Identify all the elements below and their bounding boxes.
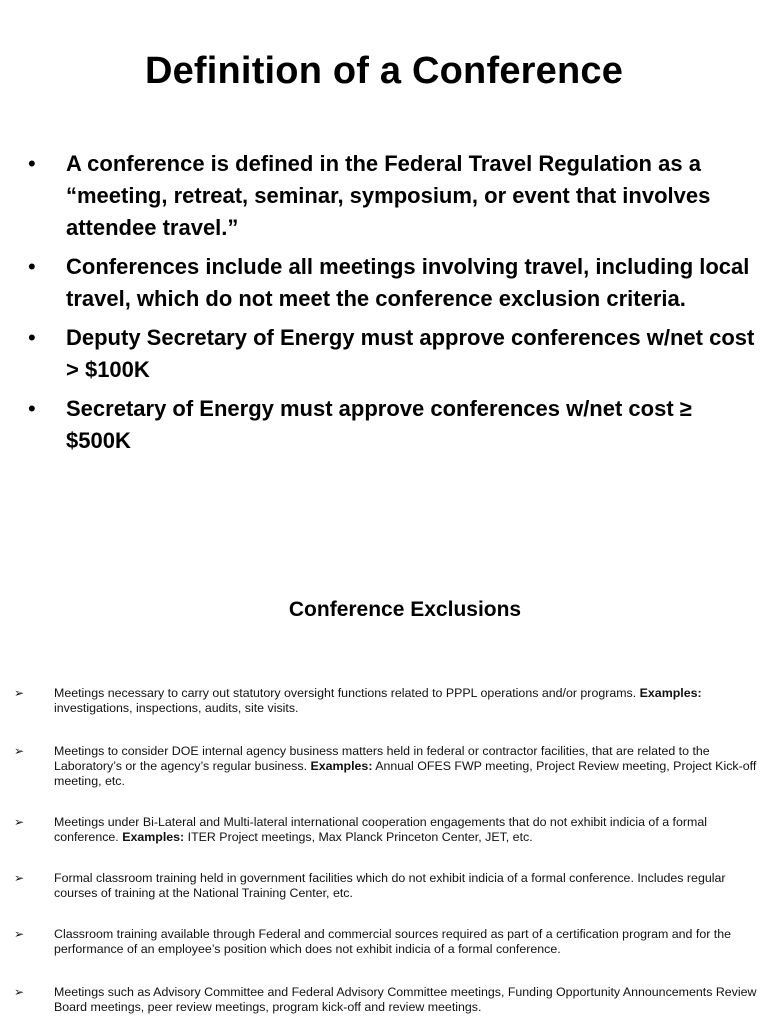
exclusion-item [14,927,759,957]
examples-label: Examples: [310,759,373,773]
definition-bullet [28,148,756,244]
exclusion-text: Meetings necessary to carry out statutory oversight functions related to PPPL operations and/or programs. [54,686,637,700]
arrow-bullet-icon: ➢ [14,815,25,829]
exclusion-text: Meetings under Bi-Lateral and Multi-lateral international cooperation engagements that do not exhibit indicia of a formal conference. [54,815,707,844]
exclusion-text: Formal classroom training held in government facilities which do not exhibit indicia of a formal conference. Includes regular courses of training at the National Training Center, etc. [54,871,726,900]
arrow-bullet-icon: ➢ [14,927,25,941]
exclusion-item [14,985,759,1015]
arrow-bullet-icon: ➢ [14,744,25,758]
bullet-text: Conferences include all meetings involving travel, including local travel, which do not meet the conference exclusion criteria. [66,254,750,311]
definition-bullet [28,322,756,386]
exclusion-text: Meetings to consider DOE internal agency business matters held in federal or contractor facilities, that are related to the Laboratory’s or the agency’s regular business. [54,744,710,773]
bullet-text: A conference is defined in the Federal Travel Regulation as a “meeting, retreat, seminar, symposium, or event that involves attendee travel.” [66,151,711,240]
exclusion-item [14,744,759,789]
definition-bullet-list [28,148,756,464]
bullet-icon: • [28,151,36,176]
exclusion-item [14,815,759,845]
bullet-text: Secretary of Energy must approve conferences w/net cost ≥ $500K [66,396,692,453]
examples-label: Examples: [122,830,185,844]
examples-text: Annual OFES FWP meeting, Project Review meeting, Project Kick-off meeting, etc. [54,759,757,788]
bullet-text: Deputy Secretary of Energy must approve conferences w/net cost > $100K [66,325,755,382]
exclusion-text: Classroom training available through Federal and commercial sources required as part of a certification program and for the performance of an employee’s position which does not exhibit indicia of a formal conference. [54,927,732,956]
slide-title: Definition of a Conference [144,50,624,92]
arrow-bullet-icon: ➢ [14,686,25,700]
arrow-bullet-icon: ➢ [14,985,25,999]
bullet-icon: • [28,254,36,279]
bullet-icon: • [28,325,36,350]
exclusions-list [14,686,759,1015]
definition-bullet [28,393,756,457]
examples-text: ITER Project meetings, Max Planck Princeton Center, JET, etc. [187,830,533,844]
definition-bullet [28,251,756,315]
exclusion-text: Meetings such as Advisory Committee and Federal Advisory Committee meetings, Funding Opportunity Announcements Review Board meetings, peer review meetings, program kick-off and review meetings. [54,985,757,1014]
examples-text: investigations, inspections, audits, site visits. [54,701,299,715]
exclusions-title: Conference Exclusions [288,598,522,621]
arrow-bullet-icon: ➢ [14,871,25,885]
examples-label: Examples: [639,686,702,700]
exclusion-item [14,686,759,716]
exclusion-item [14,871,759,901]
bullet-icon: • [28,396,36,421]
